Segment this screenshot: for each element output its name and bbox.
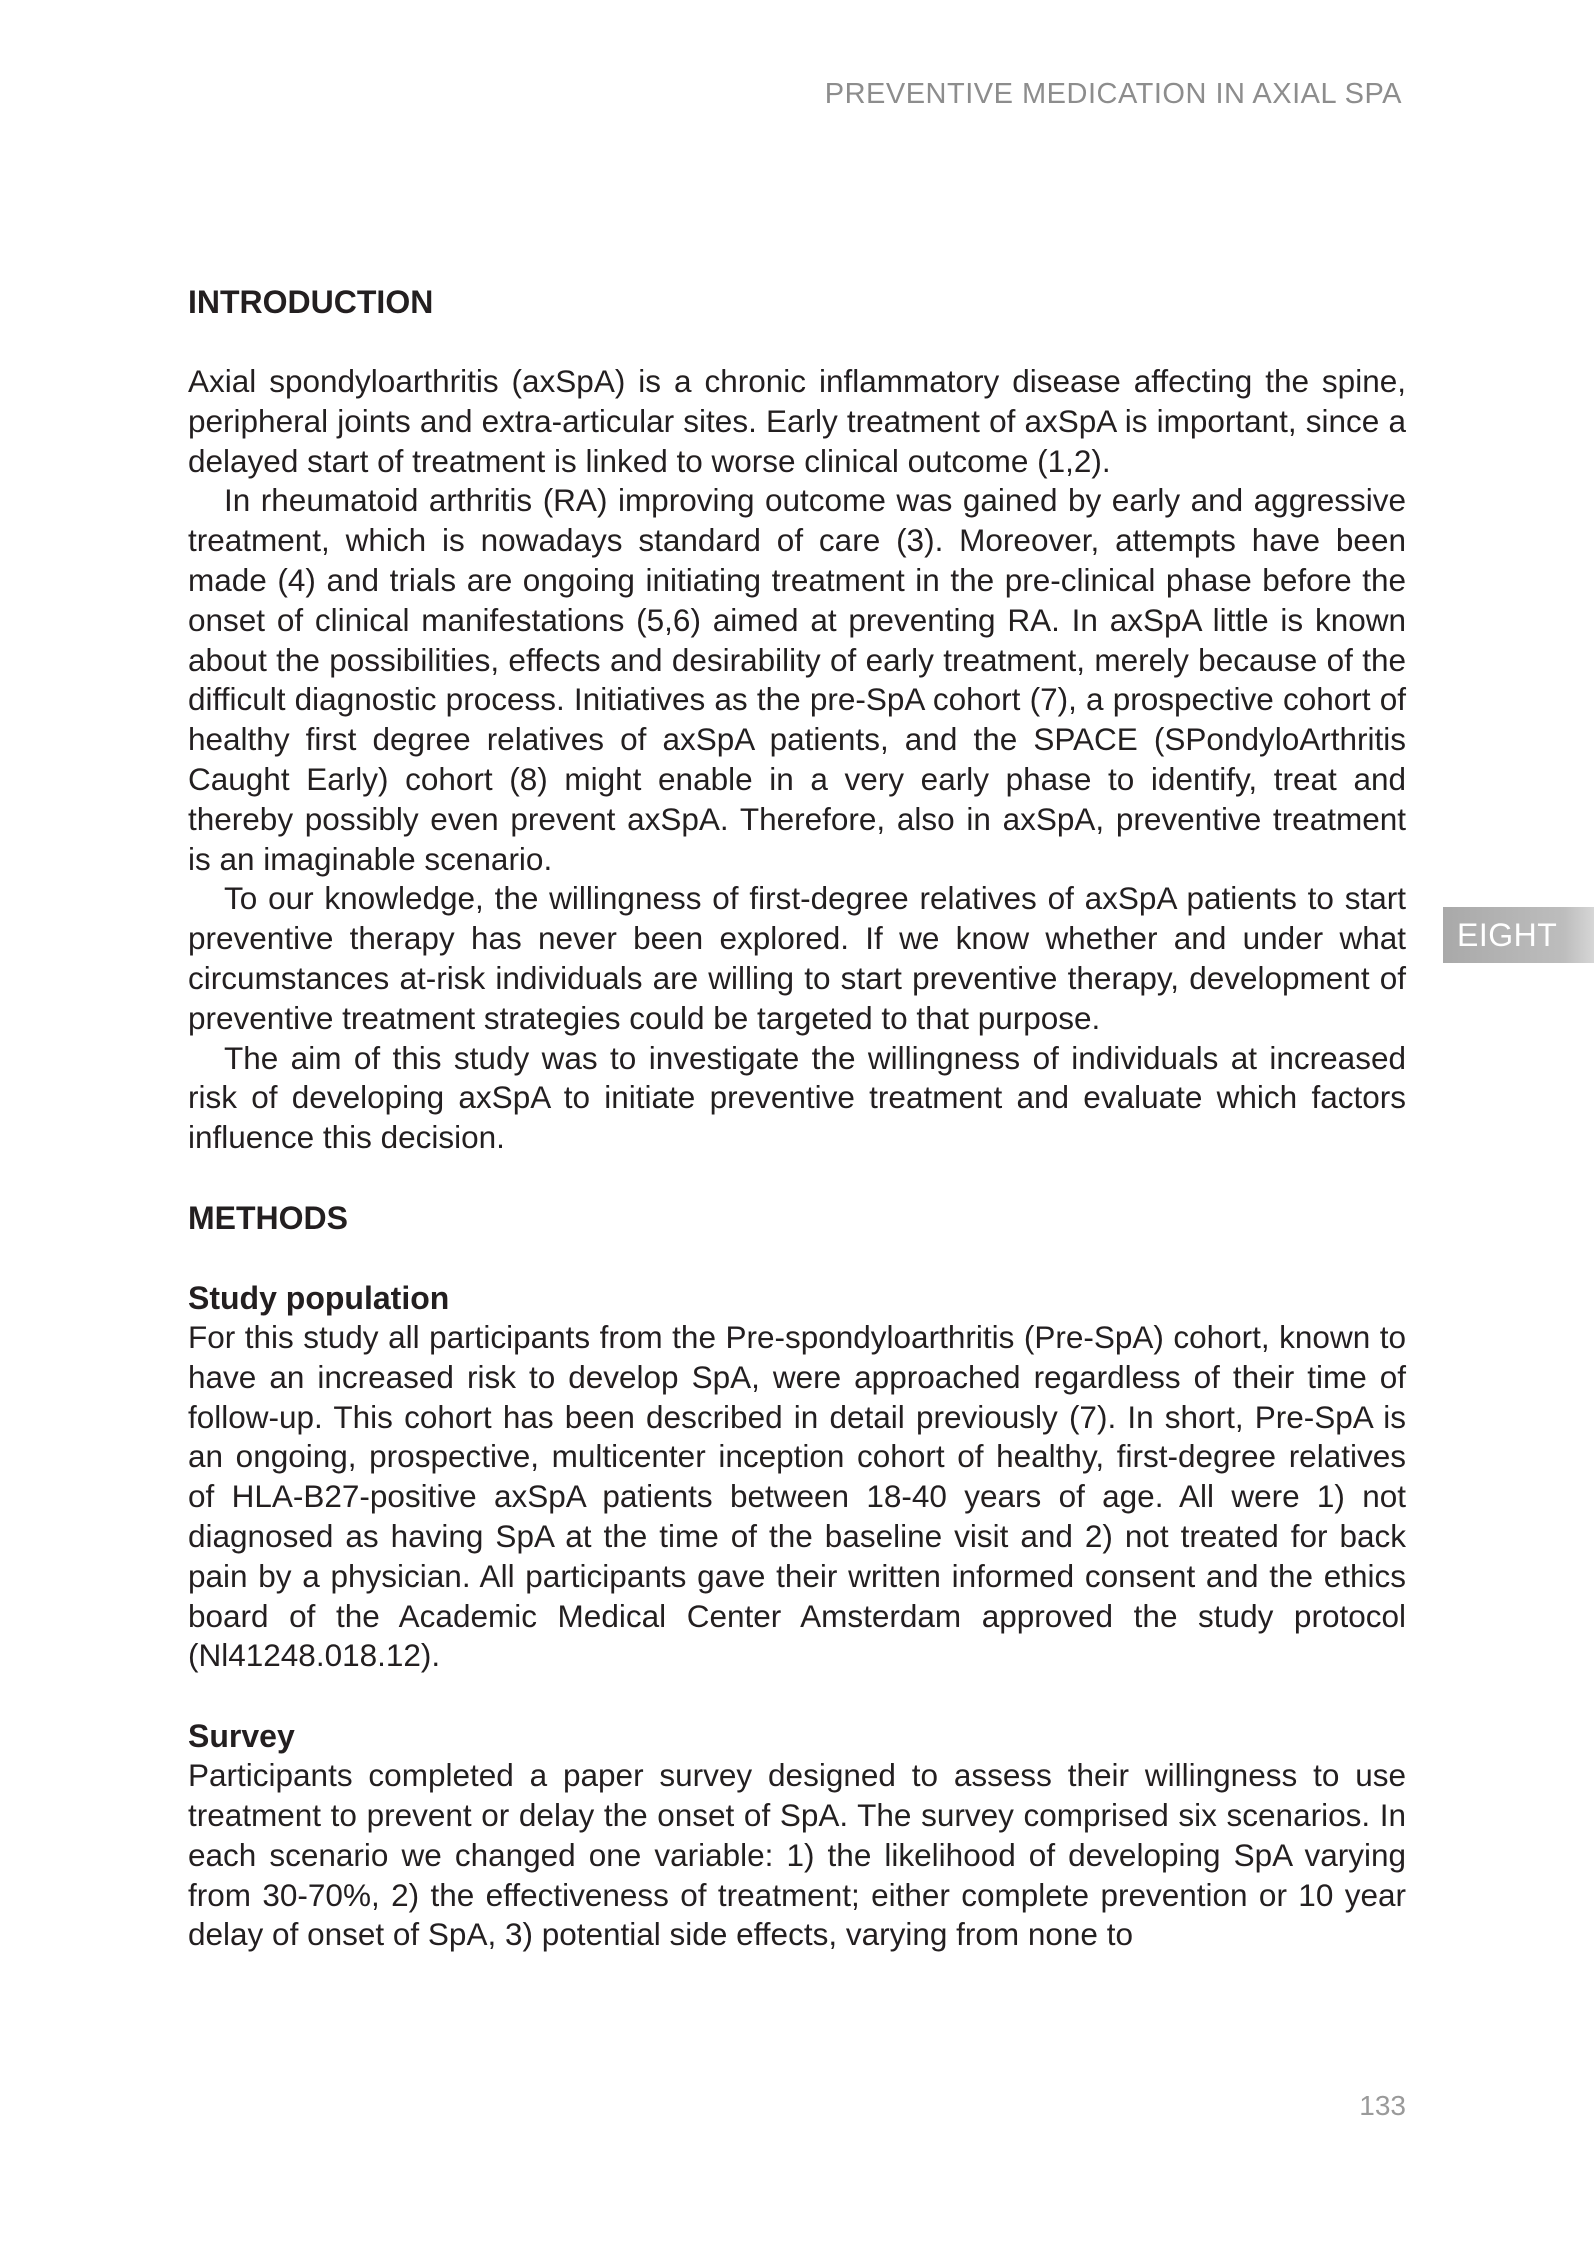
chapter-tab: EIGHT bbox=[1443, 907, 1594, 963]
study-population-heading: Study population bbox=[188, 1279, 450, 1316]
running-header: PREVENTIVE MEDICATION IN AXIAL SPA bbox=[824, 78, 1402, 110]
intro-paragraph-4: The aim of this study was to investigate the willingness of individuals at increased risk of developing axSpA to initiate preventive treatment and evaluate which factors influence this decision. bbox=[188, 1039, 1406, 1156]
study-population-paragraph: For this study all participants from the Pre-spondyloarthritis (Pre-SpA) cohort, known to have an increased risk to develop SpA, were approached regardless of their time of follow-up. This cohort has been described in detail previously (7). In short, Pre-SpA is an ongoing, prospective, multicenter inception cohort of healthy, first-degree relatives of HLA-B27-positive axSpA patients between 18-40 years of age. All were 1) not diagnosed as having SpA at the time of the baseline visit and 2) not treated for back pain by a physician. All participants gave their written informed consent and the ethics board of the Academic Medical Center Amsterdam approved the study protocol (Nl41248.018.12). bbox=[188, 1318, 1406, 1674]
intro-paragraph-1: Axial spondyloarthritis (axSpA) is a chronic inflammatory disease affecting the spine, peripheral joints and extra-articular sites. Early treatment of axSpA is important, since a delayed start of treatment is linked to worse clinical outcome (1,2). bbox=[188, 363, 1406, 479]
intro-paragraph-2: In rheumatoid arthritis (RA) improving outcome was gained by early and aggressive treatment, which is nowadays standard of care (3). Moreover, attempts have been made (4) and trials are ongoing initiating treatment in the pre-clinical phase before the onset of clinical manifestations (5,6) aimed at preventing RA. In axSpA little is known about the possibilities, effects and desirability of early treatment, merely because of the difficult diagnostic process. Initiatives as the pre-SpA cohort (7), a prospective cohort of healthy first degree relatives of axSpA patients, and the SPACE (SPondyloArthritis Caught Early) cohort (8) might enable in a very early phase to identify, treat and thereby possibly even prevent axSpA. Therefore, also in axSpA, preventive treatment is an imaginable scenario. bbox=[188, 482, 1406, 877]
introduction-heading: INTRODUCTION bbox=[188, 284, 434, 320]
intro-paragraph-3: To our knowledge, the willingness of first-degree relatives of axSpA patients to start preventive therapy has never been explored. If we know whether and under what circumstances at-risk individuals are willing to start preventive therapy, development of preventive treatment strategies could be targeted to that purpose. bbox=[188, 880, 1406, 1036]
main-content bbox=[188, 282, 1406, 1955]
survey-heading: Survey bbox=[188, 1718, 295, 1755]
page-number: 133 bbox=[1359, 2090, 1406, 2121]
survey-paragraph: Participants completed a paper survey designed to assess their willingness to use treatment to prevent or delay the onset of SpA. The survey comprised six scenarios. In each scenario we changed one variable: 1) the likelihood of developing SpA varying from 30-70%, 2) the effectiveness of treatment; either complete prevention or 10 year delay of onset of SpA, 3) potential side effects, varying from none to bbox=[188, 1757, 1406, 1953]
methods-heading: METHODS bbox=[188, 1199, 348, 1236]
